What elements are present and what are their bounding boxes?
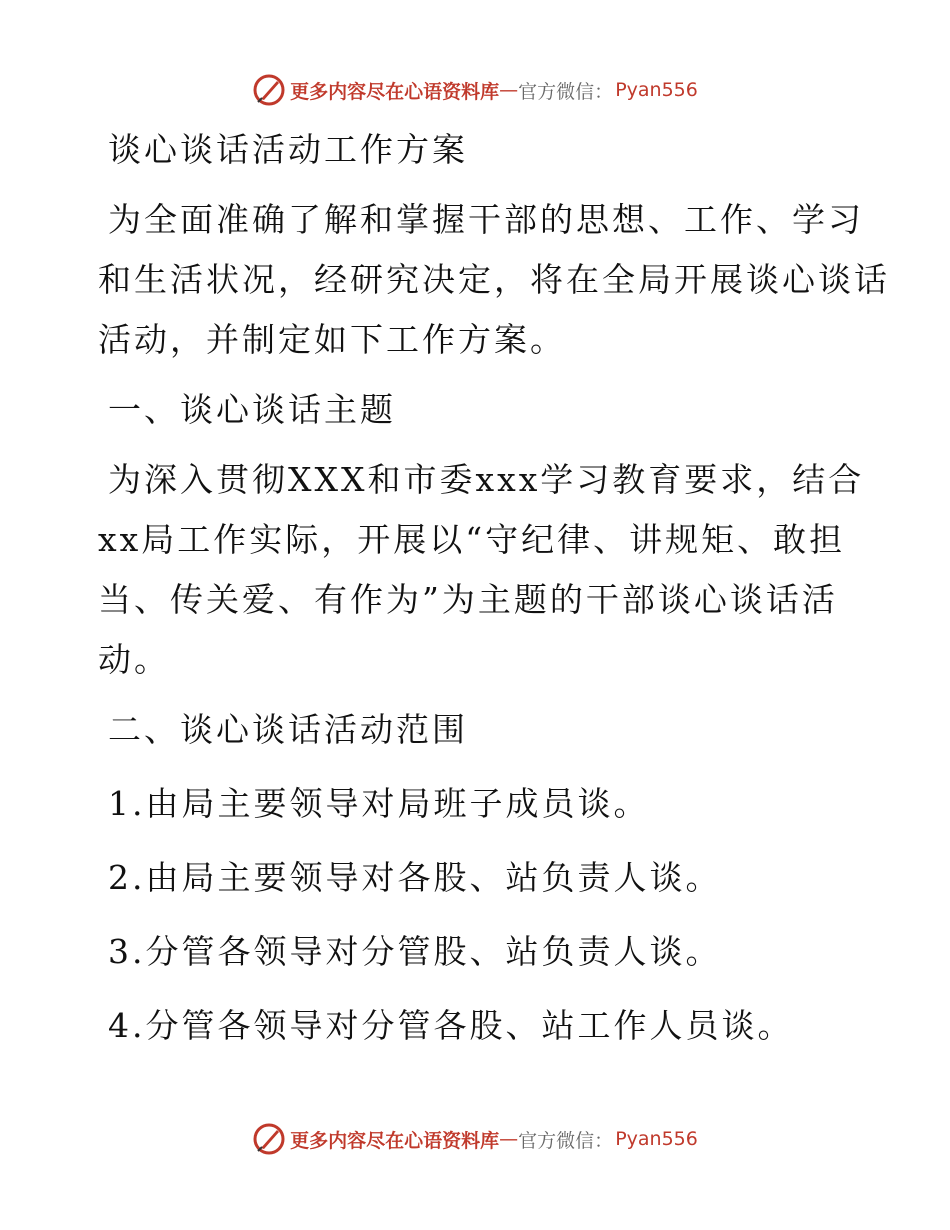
paragraph-line: 活动，并制定如下工作方案。 <box>98 320 566 359</box>
paragraph-line: 和生活状况，经研究决定，将在全局开展谈心谈话 <box>98 260 890 299</box>
list-item: 1.由局主要领导对局班子成员谈。 <box>108 784 650 823</box>
watermark-dash: — <box>499 79 519 101</box>
section-heading: 一、谈心谈话主题 <box>108 390 396 429</box>
list-item: 3.分管各领导对分管股、站负责人谈。 <box>108 932 722 971</box>
paragraph-line: 为全面准确了解和掌握干部的思想、工作、学习 <box>108 200 864 239</box>
list-item: 2.由局主要领导对各股、站负责人谈。 <box>108 858 722 897</box>
paragraph-line: 当、传关爱、有作为”为主题的干部谈心谈话活 <box>98 580 838 619</box>
list-item: 4.分管各领导对分管各股、站工作人员谈。 <box>108 1006 794 1045</box>
watermark-footer <box>0 1117 950 1161</box>
watermark-brand: 更多内容尽在心语资料库 <box>290 80 500 103</box>
section-heading: 二、谈心谈话活动范围 <box>108 710 468 749</box>
watermark-brand: 更多内容尽在心语资料库 <box>290 1129 500 1152</box>
watermark-header <box>0 68 950 112</box>
watermark-dash: — <box>499 1128 519 1150</box>
paragraph-line: 为深入贯彻XXX和市委xxx学习教育要求，结合 <box>108 460 865 499</box>
watermark-wechat-id: Pyan556 <box>615 1128 698 1150</box>
watermark-wechat-id: Pyan556 <box>615 79 698 101</box>
document-title: 谈心谈话活动工作方案 <box>108 130 468 169</box>
paragraph-line: xx局工作实际，开展以“守纪律、讲规矩、敢担 <box>98 520 846 559</box>
intro-paragraph <box>98 190 890 370</box>
paragraph-line: 动。 <box>98 640 170 679</box>
quill-logo-icon <box>252 73 286 107</box>
section1-paragraph <box>98 450 865 690</box>
quill-logo-icon <box>252 1122 286 1156</box>
watermark-label: 官方微信： <box>518 1129 614 1152</box>
document-body <box>98 120 890 1056</box>
watermark-label: 官方微信： <box>518 80 614 103</box>
